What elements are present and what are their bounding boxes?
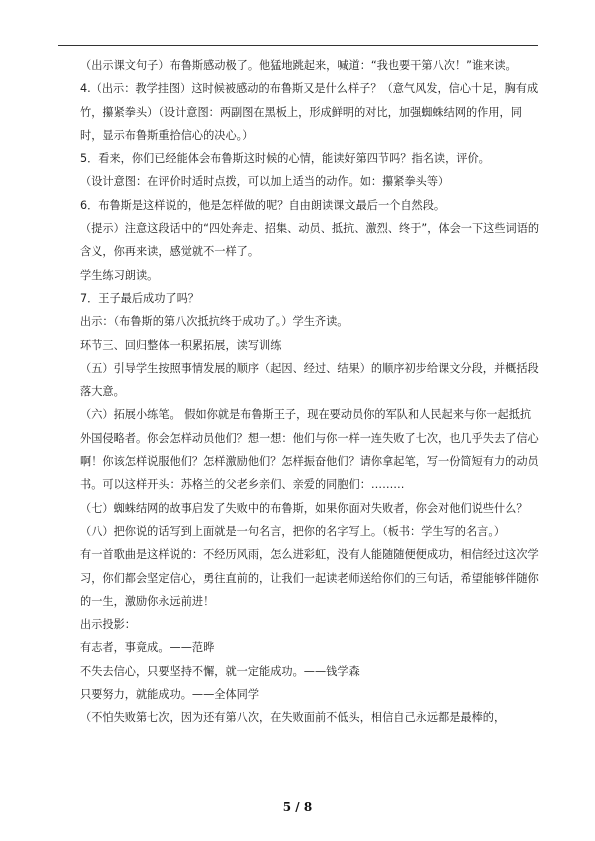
paragraph-17: 有志者，事竟成。——范晔: [80, 641, 215, 655]
page-number: 5 / 8: [282, 800, 313, 814]
paragraph-14: （八）把你说的话写到上面就是一句名言，把你的名字写上。（板书：学生写的名言。）: [80, 524, 506, 538]
paragraph-19: 只要努力，就能成功。——全体同学: [80, 688, 260, 702]
paragraph-20: （不怕失败第七次，因为还有第八次，在失败面前不低头，相信自己永远都是最棒的，: [80, 711, 506, 725]
paragraph-15: 有一首歌曲是这样说的：不经历风雨，怎么进彩虹，没有人能随随便便成功，相信经过这次学习，你们都会坚定信心，勇往直前的，让我们一起读老师送给你们的三句话，希望能够伴随你的一生，激励你永远前进！: [80, 548, 539, 608]
paragraph-18: 不失去信心，只要坚持不懈，就一定能成功。——钱学森: [80, 664, 360, 678]
paragraph-8: 7．王子最后成功了吗？: [80, 291, 199, 305]
paragraph-1: （出示课文句子）布鲁斯感动极了。他猛地跳起来，喊道：“我也要干第八次！”谁来读。: [80, 59, 517, 72]
paragraph-2: 4.（出示：教学挂图）这时候被感动的布鲁斯又是什么样子？（意气风发，信心十足，胸有成竹，攥紧拳头）（设计意图：两副图在黑板上，形成鲜明的对比，加强蜘蛛结网的作用，同时，显示布鲁斯重拾信心的决心。）: [80, 82, 539, 142]
paragraph-12: （六）拓展小练笔。 假如你就是布鲁斯王子，现在要动员你的军队和人民起来与你一起抵抗外国侵略者。你会怎样动员他们？想一想：他们与你一样一连失败了七次，也几乎失去了信心啊！你该怎样说服他们？怎样激励他们？怎样振奋他们？请你拿起笔，写一份简短有力的动员书。可以这样开头：苏格兰的父老乡亲们、亲爱的同胞们：………: [80, 408, 539, 492]
paragraph-10: 环节三、回归整体一积累拓展，读写训练: [80, 338, 282, 352]
paragraph-4: （设计意图：在评价时适时点拨，可以加上适当的动作。如：攥紧拳头等）: [80, 175, 450, 189]
header-rule: [58, 45, 538, 46]
document-body: [80, 54, 540, 730]
paragraph-9: 出示：（布鲁斯的第八次抵抗终于成功了。）学生齐读。: [80, 315, 349, 329]
paragraph-13: （七）蜘蛛结网的故事启发了失败中的布鲁斯，如果你面对失败者，你会对他们说些什么？: [80, 501, 528, 515]
paragraph-7: 学生练习朗读。: [80, 268, 159, 282]
paragraph-5: 6．布鲁斯是这样说的，他是怎样做的呢？自由朗读课文最后一个自然段。: [80, 198, 446, 212]
paragraph-11: （五）引导学生按照事情发展的顺序（起因、经过、结果）的顺序初步给课文分段，并概括段落大意。: [80, 361, 539, 399]
paragraph-6: （提示）注意这段话中的“四处奔走、招集、动员、抵抗、激烈、终于”，体会一下这些词语的含义，你再来读，感觉就不一样了。: [80, 222, 540, 259]
paragraph-3: 5．看来，你们已经能体会布鲁斯这时候的心情，能读好第四节吗？指名读，评价。: [80, 152, 490, 166]
paragraph-16: 出示投影：: [80, 618, 136, 632]
